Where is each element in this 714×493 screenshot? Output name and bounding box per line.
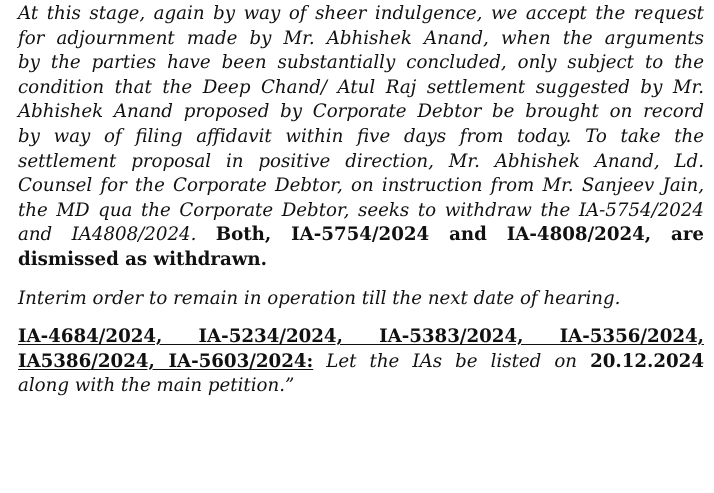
paragraph-adjournment: [18, 2, 704, 273]
main-petition-line: along with the main petition.”: [18, 375, 295, 397]
ia-numbers-underlined-2: IA5386/2024, IA-5603/2024:: [18, 350, 314, 372]
paragraph-interim-order: [18, 287, 704, 312]
dismissed-bold-text: dismissed as withdrawn.: [18, 248, 267, 270]
listing-date: 20.12.2024: [590, 350, 704, 372]
text-line: At this stage, again by way of sheer indulgence, we accept the request: [18, 3, 704, 24]
text-line: by the parties have been substantially concluded, only subject to the: [18, 52, 704, 74]
text-line: Abhishek Anand proposed by Corporate Debtor be brought on record: [18, 101, 704, 123]
text-line: by way of filing affidavit within five days from today. To take the: [18, 125, 704, 147]
text-line: the MD qua the Corporate Debtor, seeks to withdraw the IA-5754/2024: [18, 199, 704, 221]
text-line: for adjournment made by Mr. Abhishek Anand, when the arguments: [18, 27, 704, 49]
text-line-withdrawal: [18, 223, 704, 248]
paragraph-listing: [18, 325, 704, 399]
text-line: Counsel for the Corporate Debtor, on instruction from Mr. Sanjeev Jain,: [18, 175, 704, 197]
text-line-dismissed: [18, 248, 704, 273]
document-body: [18, 2, 704, 399]
listing-line: [18, 350, 704, 375]
ia-list-line: [18, 325, 704, 350]
interim-order-text: Interim order to remain in operation till the next date of hearing.: [18, 287, 621, 309]
withdrawal-plain-text: and IA4808/2024.: [18, 224, 216, 246]
withdrawal-bold-text: Both, IA-5754/2024 and IA-4808/2024, are: [215, 224, 704, 246]
text-line: condition that the Deep Chand/ Atul Raj settlement suggested by Mr.: [18, 76, 704, 98]
text-line: settlement proposal in positive direction, Mr. Abhishek Anand, Ld.: [18, 150, 704, 172]
ia-numbers-underlined: IA-4684/2024, IA-5234/2024, IA-5383/2024, IA-5356/2024,: [18, 326, 704, 348]
listing-plain-text: Let the IAs be listed on: [313, 350, 591, 372]
